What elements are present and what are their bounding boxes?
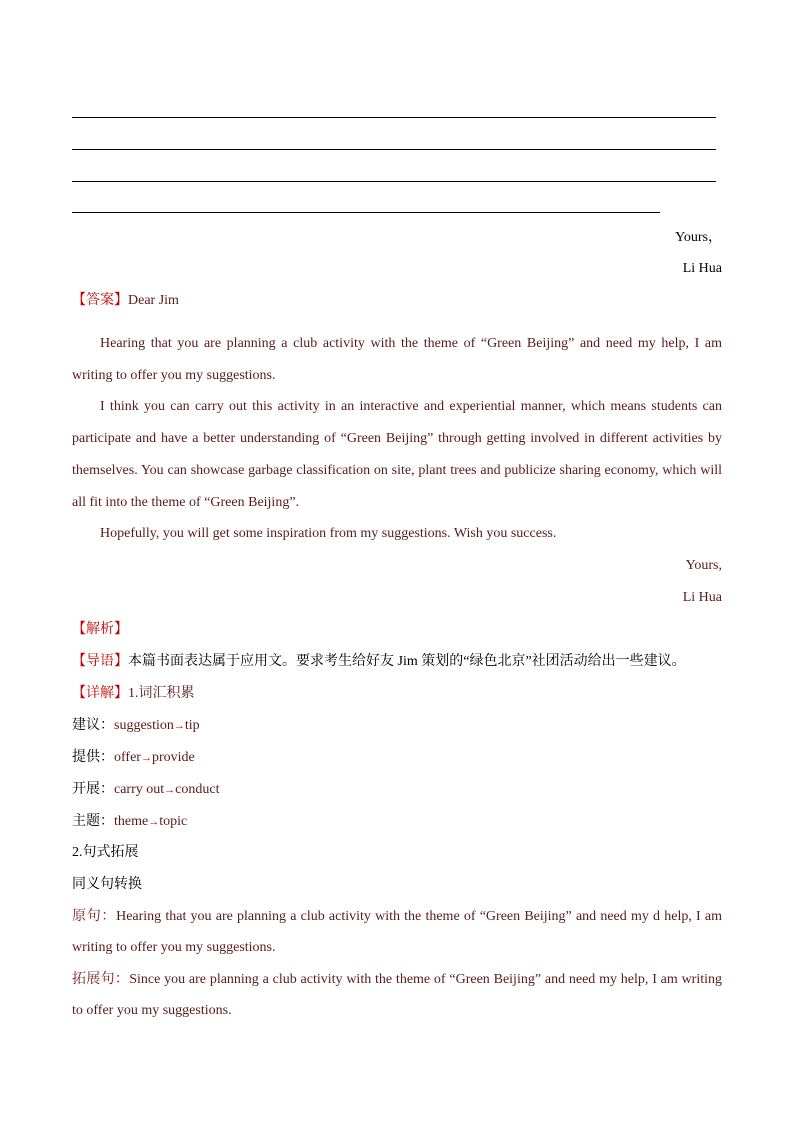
vocab-item xyxy=(72,780,722,800)
extended-text: Since you are planning a club activity with the theme of “Green Beijing” and need my help, I am writing xyxy=(129,972,723,987)
letter-p2-line4: all fit into the theme of “Green Beijing”. xyxy=(72,495,300,510)
answer-tag: 【答案】 xyxy=(72,293,128,308)
answer-line-4 xyxy=(72,212,660,213)
letter-p2-line2: participate and have a better understanding of “Green Beijing” through getting involved in different activities by xyxy=(72,431,722,446)
detail-tag: 【详解】 xyxy=(72,686,128,701)
letter-p1-line2: writing to offer you my suggestions. xyxy=(72,368,276,383)
detail-line xyxy=(72,684,722,704)
original-tag: 原句： xyxy=(72,909,117,924)
guide-tag: 【导语】 xyxy=(72,654,128,669)
vocab-synonym: topic xyxy=(159,814,188,829)
guide-text: 本篇书面表达属于应用文。要求考生给好友 Jim 策划的“绿色北京”社团活动给出一些建议。 xyxy=(128,654,686,669)
extended-sentence-line2: to offer you my suggestions. xyxy=(72,1003,232,1018)
original-sentence-line2: writing to offer you my suggestions. xyxy=(72,940,276,955)
letter-p2-line1: I think you can carry out this activity in an interactive and experiential manner, which means students can xyxy=(100,399,722,414)
vocab-word: carry out xyxy=(114,782,165,797)
extended-tag: 拓展句： xyxy=(72,972,130,987)
detail-heading: 1.词汇积累 xyxy=(128,686,195,701)
letter-greeting: Dear Jim xyxy=(128,293,179,308)
letter-signature: Li Hua xyxy=(682,590,722,605)
guide-line xyxy=(72,652,722,672)
vocab-word: suggestion xyxy=(114,718,174,733)
analysis-tag: 【解析】 xyxy=(72,622,128,637)
vocab-synonym: conduct xyxy=(175,782,220,797)
vocab-item xyxy=(72,748,722,768)
arrow-icon: → xyxy=(164,784,176,796)
arrow-icon: → xyxy=(140,752,152,764)
vocab-synonym: tip xyxy=(184,718,200,733)
vocab-word: offer xyxy=(114,750,141,765)
letter-p2-line3: themselves. You can showcase garbage classification on site, plant trees and publicize sharing economy, which will xyxy=(72,463,722,478)
answer-heading xyxy=(72,291,722,311)
original-sentence-line1 xyxy=(72,907,722,927)
vocab-item xyxy=(72,812,722,832)
letter-p3: Hopefully, you will get some inspiration from my suggestions. Wish you success. xyxy=(100,526,557,541)
extended-sentence-line1 xyxy=(72,970,722,990)
letter-closing: Yours, xyxy=(685,558,722,573)
answer-line-2 xyxy=(72,149,716,150)
sentence-heading: 2.句式拓展 xyxy=(72,845,139,860)
top-signature: Li Hua xyxy=(682,261,722,276)
vocab-cn: 建议： xyxy=(72,718,114,733)
letter-p1-line1: Hearing that you are planning a club activity with the theme of “Green Beijing” and need my help, I am xyxy=(100,336,722,351)
vocab-item xyxy=(72,716,722,736)
answer-line-3 xyxy=(72,181,716,182)
original-text: Hearing that you are planning a club activity with the theme of “Green Beijing” and need my d help, I am xyxy=(116,909,722,924)
answer-line-1 xyxy=(72,117,716,118)
vocab-cn: 提供： xyxy=(72,750,114,765)
vocab-cn: 主题： xyxy=(72,814,114,829)
vocab-word: theme xyxy=(114,814,149,829)
arrow-icon: → xyxy=(173,720,185,732)
vocab-cn: 开展： xyxy=(72,782,114,797)
vocab-synonym: provide xyxy=(151,750,195,765)
arrow-icon: → xyxy=(148,816,160,828)
top-closing: Yours， xyxy=(675,230,722,245)
sentence-subheading: 同义句转换 xyxy=(72,877,142,892)
